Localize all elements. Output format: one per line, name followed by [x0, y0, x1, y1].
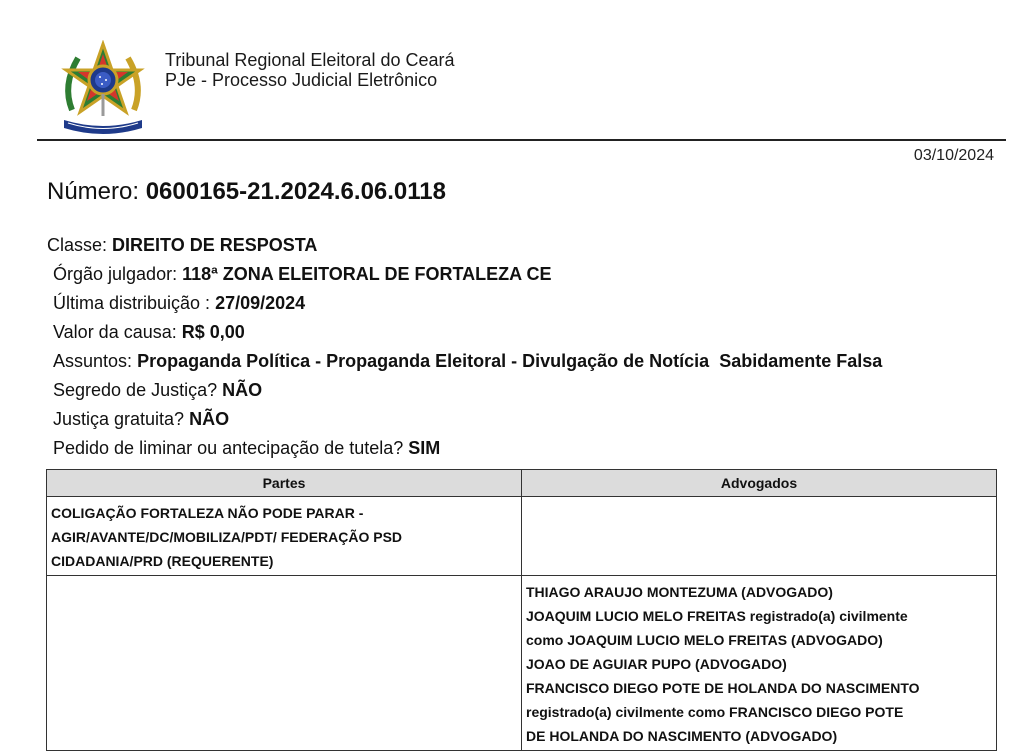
process-number-value: 0600165-21.2024.6.06.0118	[145, 178, 446, 205]
advogados-cell	[522, 497, 997, 576]
lawyer-line: como JOAQUIM LUCIO MELO FREITAS (ADVOGADO)	[526, 632, 883, 648]
field-label: Pedido de liminar ou antecipação de tutela?	[53, 438, 404, 458]
org-name: Tribunal Regional Eleitoral do Ceará	[165, 50, 455, 70]
field-liminar	[47, 434, 882, 463]
process-fields	[47, 231, 882, 463]
field-label: Valor da causa:	[53, 322, 177, 342]
field-value: SIM	[408, 438, 441, 458]
party-line: AGIR/AVANTE/DC/MOBILIZA/PDT/ FEDERAÇÃO PSD	[51, 529, 403, 545]
field-classe	[47, 231, 882, 260]
field-segredo	[47, 376, 882, 405]
field-label: Última distribuição :	[53, 293, 211, 313]
parties-table	[46, 469, 997, 751]
partes-cell	[47, 576, 522, 751]
lawyer-line: JOAQUIM LUCIO MELO FREITAS registrado(a) civilmente	[526, 608, 908, 624]
field-label: Classe:	[47, 235, 108, 255]
table-header-row	[47, 470, 997, 497]
field-distribuicao	[47, 289, 882, 318]
lawyer-line: THIAGO ARAUJO MONTEZUMA (ADVOGADO)	[526, 584, 833, 600]
lawyer-line: DE HOLANDA DO NASCIMENTO (ADVOGADO)	[526, 728, 838, 744]
field-label: Assuntos:	[53, 351, 133, 371]
process-number-label: Número:	[47, 178, 140, 205]
partes-cell	[47, 497, 522, 576]
document-date: 03/10/2024	[913, 147, 994, 164]
lawyer-line: FRANCISCO DIEGO POTE DE HOLANDA DO NASCIMENTO	[526, 680, 920, 696]
field-assuntos	[47, 347, 882, 376]
field-value: NÃO	[222, 380, 263, 400]
field-label: Órgão julgador:	[53, 264, 178, 284]
table-row	[47, 497, 997, 576]
lawyer-line: registrado(a) civilmente como FRANCISCO DIEGO POTE	[526, 704, 904, 720]
field-value: R$ 0,00	[181, 322, 245, 342]
field-value: 27/09/2024	[215, 293, 306, 313]
process-number	[47, 178, 446, 206]
system-name: PJe - Processo Judicial Eletrônico	[165, 70, 438, 90]
field-label: Justiça gratuita?	[53, 409, 185, 429]
field-value: Propaganda Política - Propaganda Eleitoral - Divulgação de Notícia Sabidamente Falsa	[137, 351, 883, 371]
field-orgao	[47, 260, 882, 289]
field-value: DIREITO DE RESPOSTA	[112, 235, 318, 255]
column-header-advogados: Advogados	[522, 470, 997, 497]
party-line: CIDADANIA/PRD (REQUERENTE)	[51, 553, 274, 569]
party-line: COLIGAÇÃO FORTALEZA NÃO PODE PARAR -	[51, 505, 364, 521]
field-label: Segredo de Justiça?	[53, 380, 218, 400]
lawyer-line: JOAO DE AGUIAR PUPO (ADVOGADO)	[526, 656, 787, 672]
advogados-cell	[522, 576, 997, 751]
field-gratuita	[47, 405, 882, 434]
field-value: NÃO	[189, 409, 230, 429]
brazil-coat-of-arms-icon	[58, 40, 148, 136]
column-header-partes: Partes	[47, 470, 522, 497]
table-row	[47, 576, 997, 751]
header-divider	[37, 139, 1006, 141]
field-valor	[47, 318, 882, 347]
organization-header	[165, 50, 455, 90]
field-value: 118ª ZONA ELEITORAL DE FORTALEZA CE	[182, 264, 552, 284]
